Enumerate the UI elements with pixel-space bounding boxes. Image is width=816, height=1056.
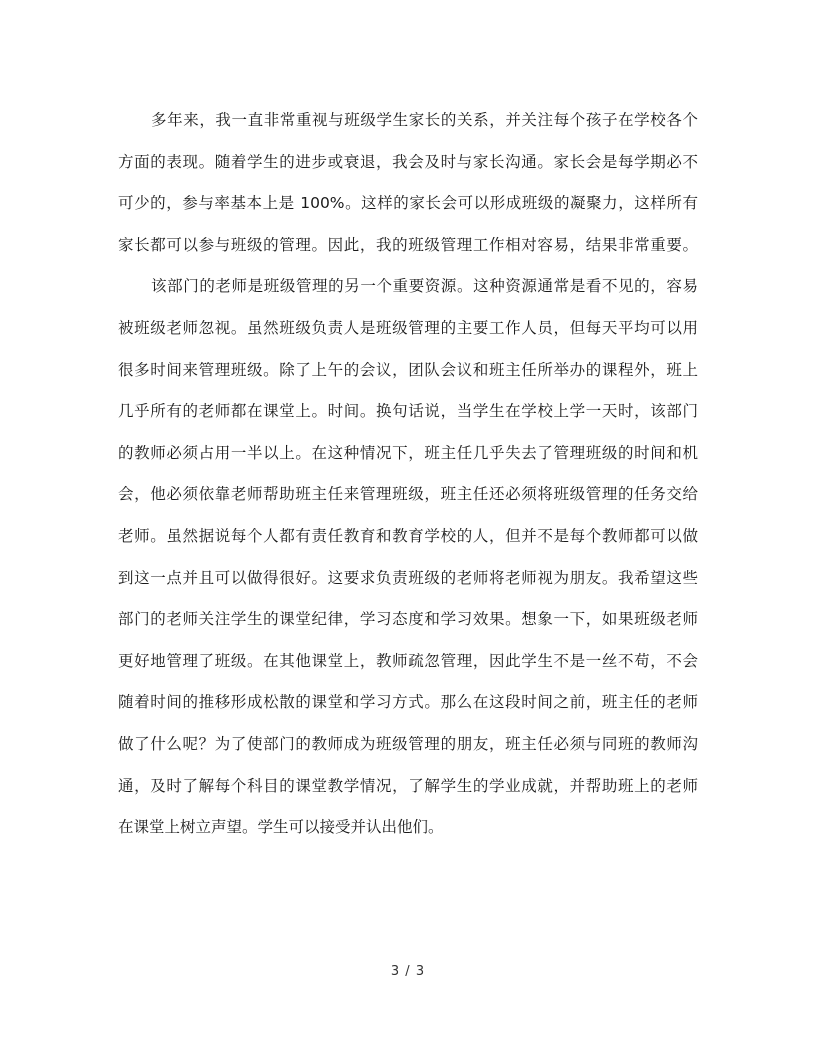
body-text — [118, 103, 698, 852]
text-line: 更好地管理了班级。在其他课堂上，教师疏忽管理，因此学生不是一丝不苟，不会 — [118, 651, 698, 670]
text-line: 部门的老师关注学生的课堂纪律，学习态度和学习效果。想象一下，如果班级老师 — [118, 610, 698, 629]
text-line: 方面的表现。随着学生的进步或衰退，我会及时与家长沟通。家长会是每学期必不 — [118, 152, 698, 171]
text-line: 在课堂上树立声望。学生可以接受并认出他们。 — [118, 818, 444, 837]
text-line: 多年来，我一直非常重视与班级学生家长的关系，并关注每个孩子在学校各个 — [151, 111, 698, 129]
paragraph-department-teachers — [118, 269, 698, 851]
text-line: 很多时间来管理班级。除了上午的会议，团队会议和班主任所举办的课程外，班上 — [118, 360, 698, 379]
text-line: 几乎所有的老师都在课堂上。时间。换句话说，当学生在学校上学一天时，该部门 — [118, 402, 698, 421]
text-line: 随着时间的推移形成松散的课堂和学习方式。那么在这段时间之前，班主任的老师 — [118, 693, 698, 712]
text-line: 做了什么呢？为了使部门的教师成为班级管理的朋友，班主任必须与同班的教师沟 — [118, 734, 698, 753]
page-number: 3 / 3 — [390, 964, 426, 979]
text-line: 可少的，参与率基本上是 100%。这样的家长会可以形成班级的凝聚力，这样所有 — [118, 194, 698, 213]
text-line: 的教师必须占用一半以上。在这种情况下，班主任几乎失去了管理班级的时间和机 — [118, 443, 698, 462]
text-line: 被班级老师忽视。虽然班级负责人是班级管理的主要工作人员，但每天平均可以用 — [118, 318, 698, 337]
paragraph-parent-relations — [118, 103, 698, 269]
text-line: 到这一点并且可以做得很好。这要求负责班级的老师将老师视为朋友。我希望这些 — [118, 568, 698, 587]
text-line: 家长都可以参与班级的管理。因此，我的班级管理工作相对容易，结果非常重要。 — [118, 235, 698, 254]
text-line: 老师。虽然据说每个人都有责任教育和教育学校的人，但并不是每个教师都可以做 — [118, 526, 698, 545]
text-line: 该部门的老师是班级管理的另一个重要资源。这种资源通常是看不见的，容易 — [151, 277, 698, 296]
text-line: 通，及时了解每个科目的课堂教学情况，了解学生的学业成就，并帮助班上的老师 — [118, 776, 698, 795]
text-line: 会，他必须依靠老师帮助班主任来管理班级，班主任还必须将班级管理的任务交给 — [118, 485, 698, 504]
